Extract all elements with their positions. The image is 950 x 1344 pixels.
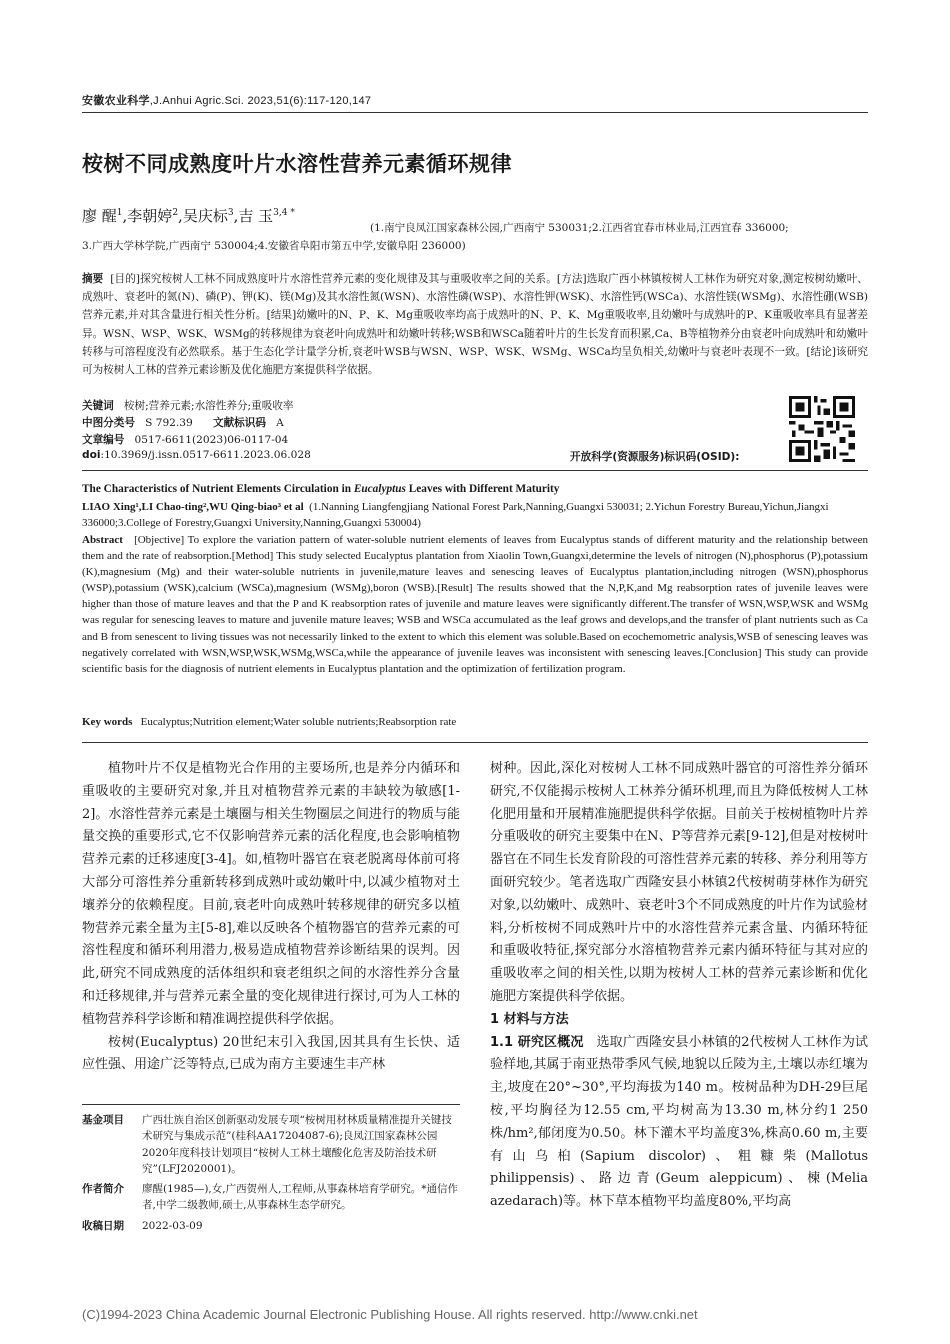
author-name: 李朝婷 xyxy=(127,207,173,225)
section-rule xyxy=(82,470,868,471)
keywords-line: 关键词 桉树;营养元素;水溶性养分;重吸收率 xyxy=(82,400,294,412)
english-authors: LIAO Xing¹,LI Chao-ting²,WU Qing-biao³ et al (1.Nanning Liangfengjiang National Forest Park,Nanning,Guangxi 530031; 2.Yichun Forestry Bureau,Yichun,Jiangxi 336000;3.College of Forestry,Guangxi University,Nanning,Guangxi 530004) xyxy=(82,501,829,529)
affiliation-line-2: 3.广西大学林学院,广西南宁 530004;4.安徽省阜阳市第五中学,安徽阜阳 236000) xyxy=(82,240,466,252)
chinese-abstract xyxy=(82,270,868,379)
english-abstract: Abstract [Objective] To explore the variation pattern of water-soluble nutrient elements of leaves from Eucalyptus stands of different maturity and the relationship between them and the rate of reabsorption.[Method] This study selected Eucalyptus plantation from Xiaolin Town,Guangxi,determine the levels of nitrogen (N),phosphorus (P),potassium (K),magnesium (Mg) and their water-soluble nutrients in juvenile,mature leaves and senescing leaves of Eucalyptus plantation,including nitrogen (WSN),phosphorus (WSP),potassium (WSK),calcium (WSCa),magnesium (WSMg),boron (WSB).[Result] The results showed that the N,P,K,and Mg reabsorption rates of juvenile leaves were higher than those of mature leaves and that the P and K reabsorption rates of juvenile and mature leaves were significantly different.The transfer of WSN,WSP,WSK and WSMg was regular for senescing leaves to mature and juvenile mature leaves; WSB and WSCa accumulated as the leaf grows and develops,and the transfer of plant nutrients such as Ca and B from senescent to living tissues was not necessarily linked to the extent to which this element was soluble.Based on ecochemometric analysis,WSB of senescing leaves was negatively correlated with WSN,WSP,WSK,WSMg,WSCa,while the appearance of juvenile leaves was inconsistent with senescing leaves.[Conclusion] This study can provide scientific basis for the diagnosis of nutrient elements in Eucalyptus plantation and the optimization of fertilization program. xyxy=(82,534,868,675)
qr-code-icon[interactable] xyxy=(789,396,855,462)
copyright-footer: (C)1994-2023 China Academic Journal Electronic Publishing House. All rights reserved. http://www.cnki.net xyxy=(82,1307,698,1322)
running-header xyxy=(82,92,371,108)
author-name: 吉 玉 xyxy=(238,207,274,225)
author-name: 吴庆标 xyxy=(182,207,228,225)
body-paragraph: 植物叶片不仅是植物光合作用的主要场所,也是养分内循环和重吸收的主要研究对象,并且对植物营养元素的丰缺较为敏感[1-2]。水溶性营养元素是土壤圈与相关生物圈层之间进行的物质与能量交换的重要形式,它不仅影响营养元素的活化程度,也会影响植物营养元素的迁移速度[3-4]。如,植物叶器官在衰老脱离母体前可将大部分可溶性养分重新转移到成熟叶或幼嫩叶中,以减少植物对土壤养分的依赖程度。目前,衰老叶向成熟叶转移规律的研究多以植物营养元素全量为主[5-8],难以反映各个植物器官的营养元素的可溶性程度和循环利用潜力,极易造成植物营养诊断结果的误判。因此,研究不同成熟度的活体组织和衰老组织之间的水溶性养分含量和迁移规律,并与营养元素全量的变化规律进行探讨,可为人工林的植物营养科学诊断和精准调控提供科学依据。 xyxy=(82,761,460,1027)
body-column-right xyxy=(490,758,868,1214)
footnotes: 基金项目 广西壮族自治区创新驱动发展专项“桉树用材林质量精准提升关键技术研究与集成示范”(桂科AA17204087-6);良凤江国家森林公园2020年度科技计划项目“桉树人工林土壤酸化危害及防治技术研究”(LFJ2020001)。 作者简介 廖醒(1985—),女,广西贺州人,工程师,从事森林培育学研究。*通信作者,中学二级教师,硕士,从事森林生态学研究。 收稿日期 2022-03-09 xyxy=(82,1114,459,1232)
body-paragraph: 桉树(Eucalyptus) 20世纪末引入我国,因其具有生长快、适应性强、用途广泛等特点,已成为南方主要速生丰产林 xyxy=(82,1034,460,1073)
abstract-text: [目的]探究桉树人工林不同成熟度叶片水溶性营养元素的变化规律及其与重吸收率之间的关系。[方法]选取广西小林镇桉树人工林作为研究对象,测定桉树幼嫩叶、成熟叶、衰老叶的氮(N)、磷(P)、钾(K)、镁(Mg)及其水溶性氮(WSN)、水溶性磷(WSP)、水溶性钾(WSK)、水溶性钙(WSCa)、水溶性镁(WSMg)、水溶性硼(WSB)营养元素,并对其含量进行相关性分析。[结果]幼嫩叶的N、P、K、Mg重吸收率均高于成熟叶的N、P、K、Mg重吸收率,且幼嫩叶与成熟叶的P、K重吸收率具有显著差异。WSN、WSP、WSK、WSMg的转移规律为衰老叶向成熟叶和幼嫩叶转移;WSB和WSCa随着叶片的生长发育而积累,Ca、B等植物养分由衰老叶向成熟叶和幼嫩叶转移与可溶程度没有必然联系。基于生态化学计量学分析,衰老叶WSB与WSN、WSP、WSK、WSMg、WSCa均呈负相关,幼嫩叶与衰老叶表现不一致。[结论]该研究可为桉树人工林的营养元素诊断及优化施肥方案提供科学依据。 xyxy=(82,273,868,377)
english-keywords: Key words Eucalyptus;Nutrition element;Water soluble nutrients;Reabsorption rate xyxy=(82,716,457,728)
paper-title: 桉树不同成熟度叶片水溶性营养元素循环规律 xyxy=(82,152,512,176)
section-rule xyxy=(82,742,868,743)
english-title: The Characteristics of Nutrient Elements Circulation in Eucalyptus Leaves with Different Maturity xyxy=(82,483,560,495)
author-name: 廖 醒 xyxy=(82,207,117,225)
journal-citation: ,J.Anhui Agric.Sci. 2023,51(6):117-120,147 xyxy=(149,95,372,107)
doi-line: doi:10.3969/j.issn.0517-6611.2023.06.028 xyxy=(82,449,311,461)
subsection-heading: 1.1 研究区概况 xyxy=(490,1034,584,1050)
affiliation-line-1: (1.南宁良凤江国家森林公园,广西南宁 530031;2.江西省宜春市林业局,江西宜春 336000; xyxy=(370,222,789,234)
footnote-rule xyxy=(82,1104,460,1105)
clc-line: 中图分类号 S 792.39 文献标识码 A xyxy=(82,417,284,429)
abstract-label: 摘要 xyxy=(82,273,104,285)
doi-link[interactable]: :10.3969/j.issn.0517-6611.2023.06.028 xyxy=(100,449,311,461)
journal-name: 安徽农业科学 xyxy=(82,95,150,107)
section-heading: 1 材料与方法 xyxy=(490,1011,569,1027)
body-column-left xyxy=(82,758,460,1077)
header-rule xyxy=(82,112,868,113)
body-paragraph: 1.1 研究区概况 选取广西隆安县小林镇的2代桉树人工林作为试验样地,其属于南亚热带季风气候,地貌以丘陵为主,土壤以赤红壤为主,坡度在20°~30°,平均海拔为140 m。桉树品种为DH-29巨尾桉,平均胸径为12.55 cm,平均树高为13.30 m,林分约1 250株/hm²,郁闭度为0.50。林下灌木平均盖度3%,株高0.60 m,主要有山乌桕(Sapium discolor)、粗糠柴(Mallotus philippensis)、路边青(Geum aleppicum)、楝(Melia azedarach)等。林下草本植物平均盖度80%,平均高 xyxy=(490,1034,868,1210)
article-number-line: 文章编号 0517-6611(2023)06-0117-04 xyxy=(82,434,289,446)
author-list: 廖 醒$^1$,李朝婷$^2$,吴庆标$^3$,吉 玉$^{3,4 *}$ xyxy=(82,207,295,225)
body-paragraph: 树种。因此,深化对桉树人工林不同成熟叶器官的可溶性养分循环研究,不仅能揭示桉树人工林养分循环机理,而且为降低桉树人工林化肥用量和开展精准施肥提供科学依据。目前关于桉树植物叶片养分重吸收的研究主要集中在N、P等营养元素[9-12],但是对桉树叶器官在不同生长发育阶段的可溶性营养元素的转移、养分利用等方面研究较少。笔者选取广西隆安县小林镇2代桉树萌芽林作为研究对象,以幼嫩叶、成熟叶、衰老叶3个不同成熟度的叶片作为试验材料,分析桉树不同成熟叶片中的水溶性营养元素含量、内循环特征和重吸收特征,探究部分水溶植物营养元素内循环特征与其对应的重吸收率之间的相关性,以期为桉树人工林的营养元素诊断和优化施肥方案提供科学依据。 xyxy=(490,761,868,1004)
osid-label: 开放科学(资源服务)标识码(OSID): xyxy=(570,451,740,463)
